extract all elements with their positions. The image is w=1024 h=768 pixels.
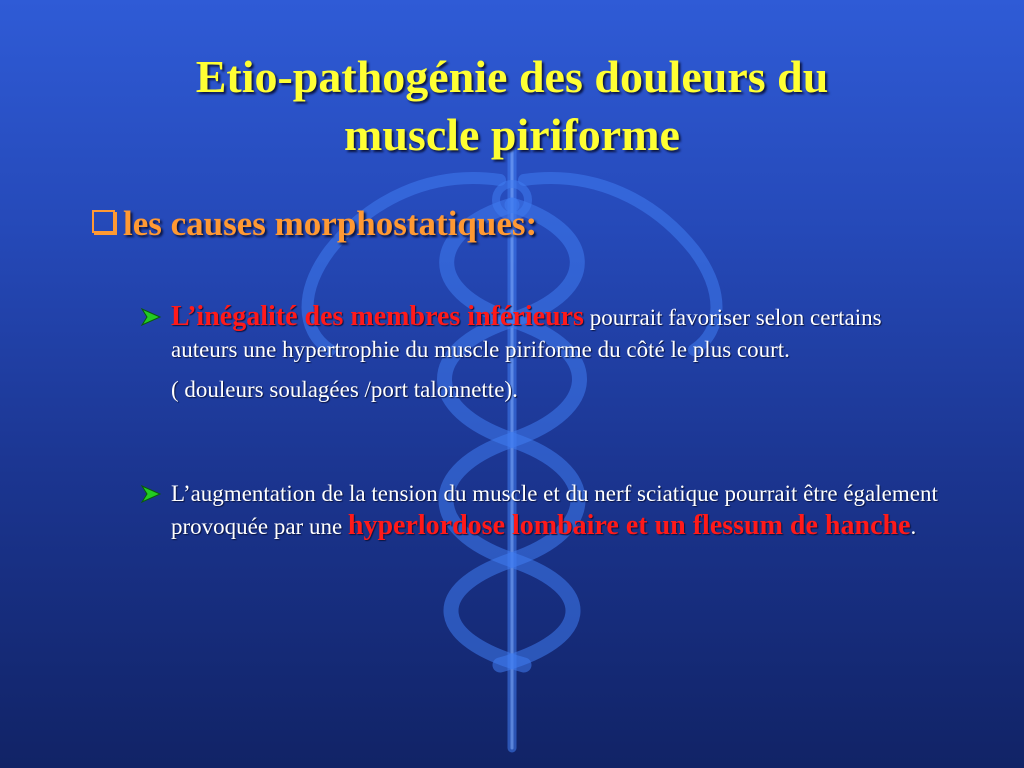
section-heading-text: les causes morphostatiques:	[123, 204, 538, 243]
bullet-2-body: L’augmentation de la tension du muscle et du nerf sciatique pourrait être également provoquée par une	[171, 481, 938, 539]
bullet-2-end: .	[910, 514, 917, 539]
arrow-bullet-icon	[140, 307, 162, 327]
bullet-2-highlight: hyperlordose lombaire et un flessum de hanche	[347, 510, 911, 541]
section-heading	[92, 202, 537, 246]
bullet-2-text	[171, 478, 940, 543]
slide-title	[40, 48, 984, 164]
bullet-1-text	[171, 301, 940, 366]
bullet-1-note: ( douleurs soulagées /port talonnette).	[171, 377, 518, 402]
bullet-item-2	[140, 478, 940, 543]
bullet-1-highlight: L’inégalité des membres inférieurs	[171, 301, 584, 332]
title-line-2: muscle piriforme	[344, 109, 680, 160]
checkbox-bullet-icon	[92, 210, 115, 233]
bullet-1-rest: pourrait favoriser selon certains auteurs une hypertrophie du muscle piriforme du côté le plus court.	[171, 305, 882, 362]
title-line-1: Etio-pathogénie des douleurs du	[195, 51, 829, 102]
arrow-bullet-icon	[140, 484, 162, 504]
bullet-item-1	[140, 301, 940, 406]
